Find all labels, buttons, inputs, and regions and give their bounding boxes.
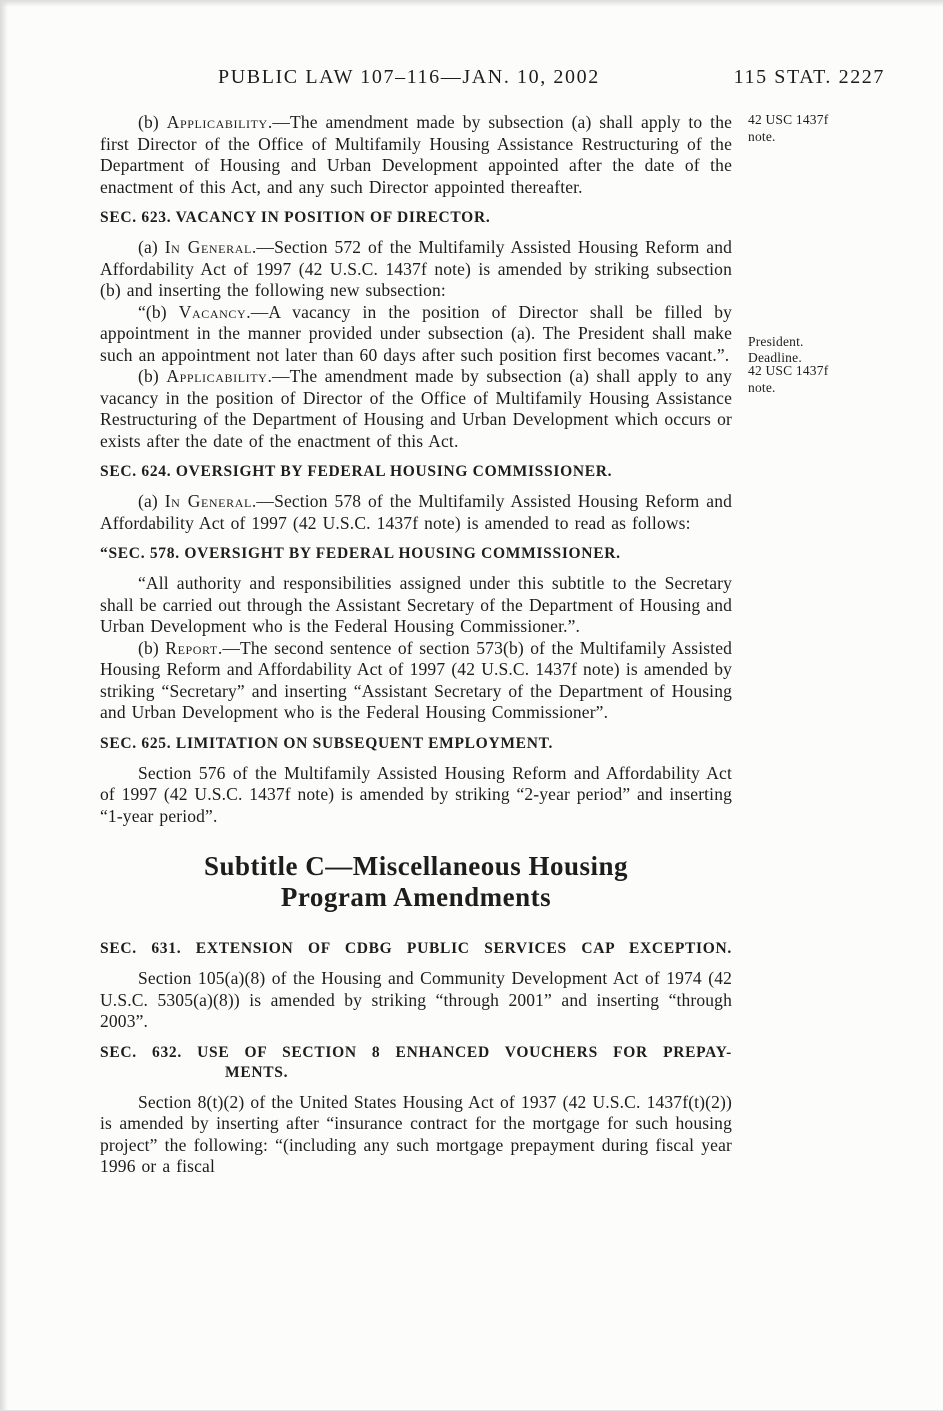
paragraph <box>100 968 732 1033</box>
small-caps-term: Vacancy <box>178 301 247 322</box>
small-caps-term: Applicability <box>166 366 268 386</box>
paragraph <box>100 237 732 302</box>
paragraph <box>100 573 732 638</box>
body-text: (a) <box>138 237 165 257</box>
small-caps-term: In General <box>164 237 252 257</box>
paragraph <box>100 301 804 367</box>
body-text: .—Section 578 of the Multifamily Assisted Housing Reform and Affordability Act of 1997 (42 U.S.C. 1437f note) is amended to read as follows: <box>100 491 732 533</box>
subtitle-line: Subtitle C—Miscellaneous Housing <box>203 851 629 881</box>
section-heading: SEC. 625. LIMITATION ON SUBSEQUENT EMPLOYMENT. <box>100 734 554 752</box>
section-heading: SEC. 624. OVERSIGHT BY FEDERAL HOUSING COMMISSIONER. <box>100 463 613 480</box>
paragraph <box>100 763 732 828</box>
margin-note <box>748 363 898 396</box>
body-text: .—Section 572 of the Multifamily Assisted Housing Reform and Affordability Act of 1997 (42 U.S.C. 1437f note) is amended by striking subsection (b) and inserting the following new subsection: <box>100 237 732 300</box>
small-caps-term: In General <box>164 491 252 511</box>
small-caps-term: Report <box>165 637 218 658</box>
page-header <box>100 66 885 92</box>
margin-note-line: Deadline. <box>748 350 802 365</box>
subtitle-line: Program Amendments <box>280 882 552 912</box>
subtitle-heading <box>100 851 732 913</box>
body-text: .—A vacancy in the position of Director shall be filled by appointment in the manner provided under subsection (a). The President shall make such an appointment not later than 60 days after such position first becomes vacant.”. <box>100 301 732 365</box>
body-text: Section 576 of the Multifamily Assisted Housing Reform and Affordability Act of 1997 (42 U.S.C. 1437f note) is amended by striking “2-year period” and inserting “1-year period”. <box>100 762 732 826</box>
margin-note-line: note. <box>748 128 776 144</box>
section-heading <box>100 1043 732 1083</box>
paragraph <box>100 112 829 198</box>
body-text: Section 8(t)(2) of the United States Housing Act of 1937 (42 U.S.C. 1437f(t)(2)) is amended by inserting after “insurance contract for the mortgage for such housing project” the following: “(including any such mortgage prepayment during fiscal year 1996 or a fiscal <box>100 1091 732 1176</box>
body-text: (b) <box>138 637 166 658</box>
section-heading: SEC. 623. VACANCY IN POSITION OF DIRECTOR. <box>100 209 491 226</box>
body-text: Section 105(a)(8) of the Housing and Community Development Act of 1974 (42 U.S.C. 5305(a)(8)) is amended by striking “through 2001” and inserting “through 2003”. <box>100 968 732 1031</box>
document-content <box>100 112 829 1178</box>
margin-note <box>748 334 898 367</box>
margin-note-line: 42 USC 1437f <box>748 112 829 127</box>
body-text: “(b) <box>138 301 179 322</box>
margin-note <box>748 112 898 145</box>
body-text: .—The second sentence of section 573(b) of the Multifamily Assisted Housing Reform and Affordability Act of 1997 (42 U.S.C. 1437f note) is amended by striking “Secretary” and inserting “Assistant Secretary of the Department of Housing and Urban Development who is the Federal Housing Commissioner”. <box>100 637 733 722</box>
stat-number: 115 STAT. 2227 <box>733 66 885 88</box>
section-heading: SEC. 631. EXTENSION OF CDBG PUBLIC SERVICES CAP EXCEPTION. <box>100 940 732 957</box>
margin-note-line: note. <box>748 379 776 395</box>
margin-note-line: President. <box>748 333 804 349</box>
section-heading-line: SEC. 632. USE OF SECTION 8 ENHANCED VOUCHERS FOR PREPAY- <box>100 1043 732 1061</box>
body-text: .—The amendment made by subsection (a) shall apply to any vacancy in the position of Director of the Office of Multifamily Housing Assistance Restructuring of the Department of Housing and Urban Development which occurs or exists after the date of the enactment of this Act. <box>100 366 733 451</box>
paragraph <box>100 1092 732 1178</box>
small-caps-term: Applicability <box>166 112 268 132</box>
paragraph <box>100 363 829 452</box>
paragraph <box>100 638 732 724</box>
body-text: (b) <box>138 366 167 386</box>
body-text: (a) <box>138 491 165 511</box>
body-text: .—The amendment made by subsection (a) shall apply to the first Director of the Office of Multifamily Housing Assistance Restructuring of the Department of Housing and Urban Development appointed after the date of the enactment of this Act, and any such Director appointed thereafter. <box>100 112 733 197</box>
margin-note-line: 42 USC 1437f <box>748 363 829 378</box>
section-heading-line: MENTS. <box>225 1063 289 1081</box>
body-text: (b) <box>138 112 167 132</box>
paragraph <box>100 491 732 534</box>
quoted-section-heading: “SEC. 578. OVERSIGHT BY FEDERAL HOUSING COMMISSIONER. <box>100 545 621 562</box>
law-title: PUBLIC LAW 107–116—JAN. 10, 2002 <box>218 66 600 88</box>
body-text: “All authority and responsibilities assigned under this subtitle to the Secretary shall be carried out through the Assistant Secretary of the Department of Housing and Urban Development who is the Federal Housing Commissioner.”. <box>100 573 732 636</box>
